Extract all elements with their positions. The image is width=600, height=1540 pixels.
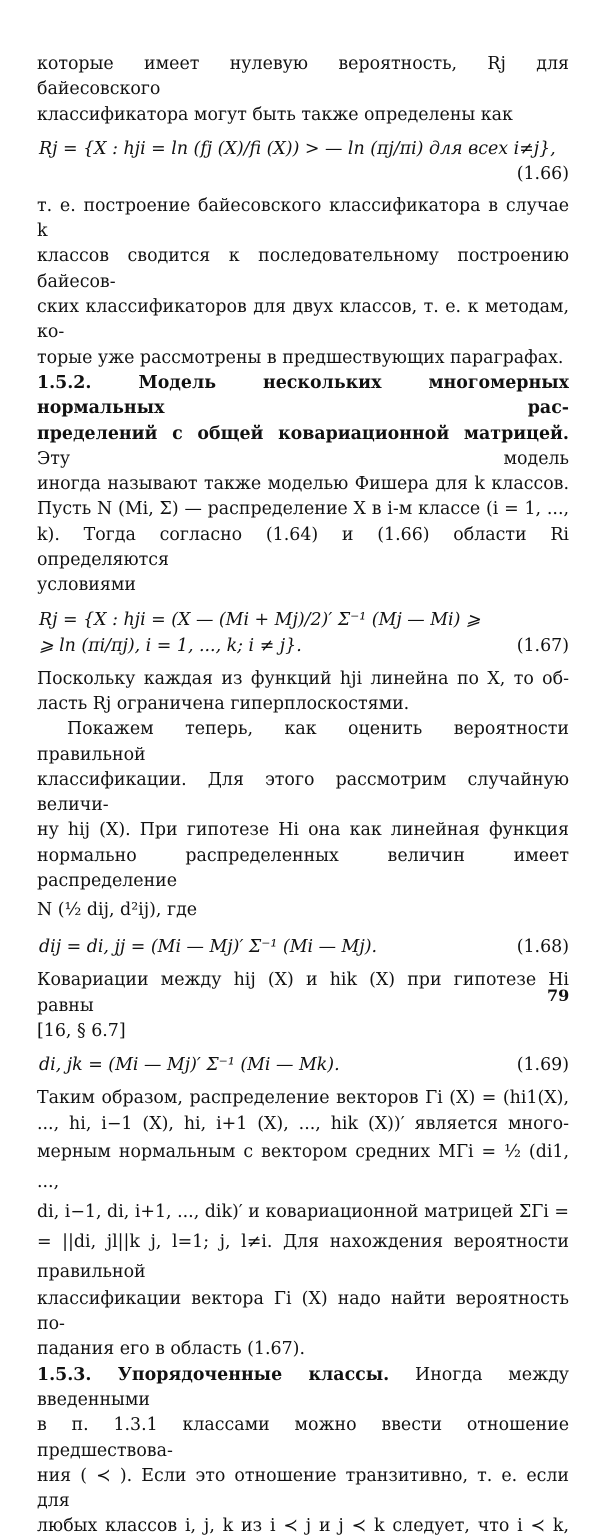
text-line: т. е. построение байесовского классификатора в случае k — [37, 195, 569, 242]
equation-1-66: Rj = {X : hji = ln (fj (X)/fi (X)) > — ln (πj/πi) для всех i≠j}, — [39, 138, 556, 159]
text-line: падания его в область (1.67). — [37, 1339, 305, 1360]
text-line: Ковариации между hij (X) и hik (X) при гипотезе Hi равны — [37, 970, 569, 1016]
equation-1-67b: ⩾ ln (πi/πj), i = 1, ..., k; i ≠ j}. (1.67) — [37, 633, 569, 659]
text-line: торые уже рассмотрены в предшествующих параграфах. — [37, 347, 564, 368]
text-line — [37, 1363, 569, 1414]
text-line: в п. 1.3.1 классами можно ввести отношение предшествова- — [37, 1415, 569, 1461]
text-line: классификации. Для этого рассмотрим случайную величи- — [37, 769, 569, 816]
section-heading-1-5-2-cont: пределений с общей ковариационной матрицей. — [37, 423, 569, 444]
text-line: ских классификаторов для двух классов, т. е. к методам, ко- — [37, 297, 569, 343]
text-line: k). Тогда согласно (1.64) и (1.66) области Ri определяются — [37, 524, 569, 571]
page-body — [37, 52, 569, 1540]
section-heading-1-5-2: 1.5.2. Модель нескольких многомерных нормальных рас- — [37, 372, 569, 419]
text-line: которые имеет нулевую вероятность, Rj для байесовского — [37, 54, 569, 100]
text-line: ния ( ≺ ). Если это отношение транзитивно, т. е. если для — [37, 1465, 569, 1512]
text-line: Пусть N (Mi, Σ) — распределение X в i-м классе (i = 1, ..., — [37, 499, 569, 520]
equation-1-69: di, jk = (Mi — Mj)′ Σ⁻¹ (Mi — Mk). (1.69) — [37, 1052, 569, 1078]
text-line: классов сводится к последовательному построению байесов- — [37, 246, 569, 292]
text-line: Покажем теперь, как оценить вероятности правильной — [37, 719, 569, 765]
text-line: di, i−1, di, i+1, ..., dik)′ и ковариационной матрицей ΣΓi = — [37, 1201, 569, 1222]
text-line: мерным нормальным с вектором средних MΓi = ½ (di1, ..., — [37, 1141, 569, 1192]
text-line: ласть Rj ограничена гиперплоскостями. — [37, 693, 410, 714]
text-line: ну hij (X). При гипотезе Hi она как линейная функция — [37, 820, 569, 841]
text-line: [16, § 6.7] — [37, 1020, 126, 1041]
text-line: ..., hi, i−1 (X), hi, i+1 (X), ..., hik (X))′ является много- — [37, 1113, 569, 1134]
equation-number: (1.66) — [516, 163, 569, 184]
text-line: = ||di, jl||k j, l=1; j, l≠i. Для нахождения вероятности правильной — [37, 1231, 569, 1282]
text-line: Поскольку каждая из функций hji линейна по X, то об- — [37, 668, 569, 689]
text-line: иногда называют также моделью Фишера для k классов. — [37, 474, 569, 495]
section-heading-1-5-3: 1.5.3. Упорядоченные классы. — [37, 1364, 390, 1385]
page-number: 79 — [547, 986, 570, 1005]
text-fragment: Эту модель — [37, 448, 569, 469]
text-line: условиями — [37, 575, 136, 596]
equation-number: (1.69) — [516, 1055, 569, 1076]
text-line — [37, 422, 569, 473]
text-line: N (½ dij, d²ij), где — [37, 900, 198, 921]
text-line: классификации вектора Γi (X) надо найти вероятность по- — [37, 1288, 569, 1335]
equation-number: (1.67) — [516, 635, 569, 656]
text-line: нормально распределенных величин имеет распределение — [37, 845, 569, 892]
equation-1-67a: Rj = {X : hji = (X — (Mi + Mj)/2)′ Σ⁻¹ (Mj — Mi) ⩾ — [39, 609, 481, 630]
text-line: любых классов i, j, k из i ≺ j и j ≺ k следует, что i ≺ k, — [37, 1516, 569, 1537]
text-line: классификатора могут быть также определены как — [37, 104, 513, 125]
equation-1-68: dij = di, jj = (Mi — Mj)′ Σ⁻¹ (Mi — Mj). (1.68) — [37, 934, 569, 960]
equation-number: (1.68) — [516, 937, 569, 958]
text-line: Таким образом, распределение векторов Γi (X) = (hi1(X), — [37, 1088, 569, 1109]
text-fragment: Иногда между введенными — [37, 1364, 569, 1410]
